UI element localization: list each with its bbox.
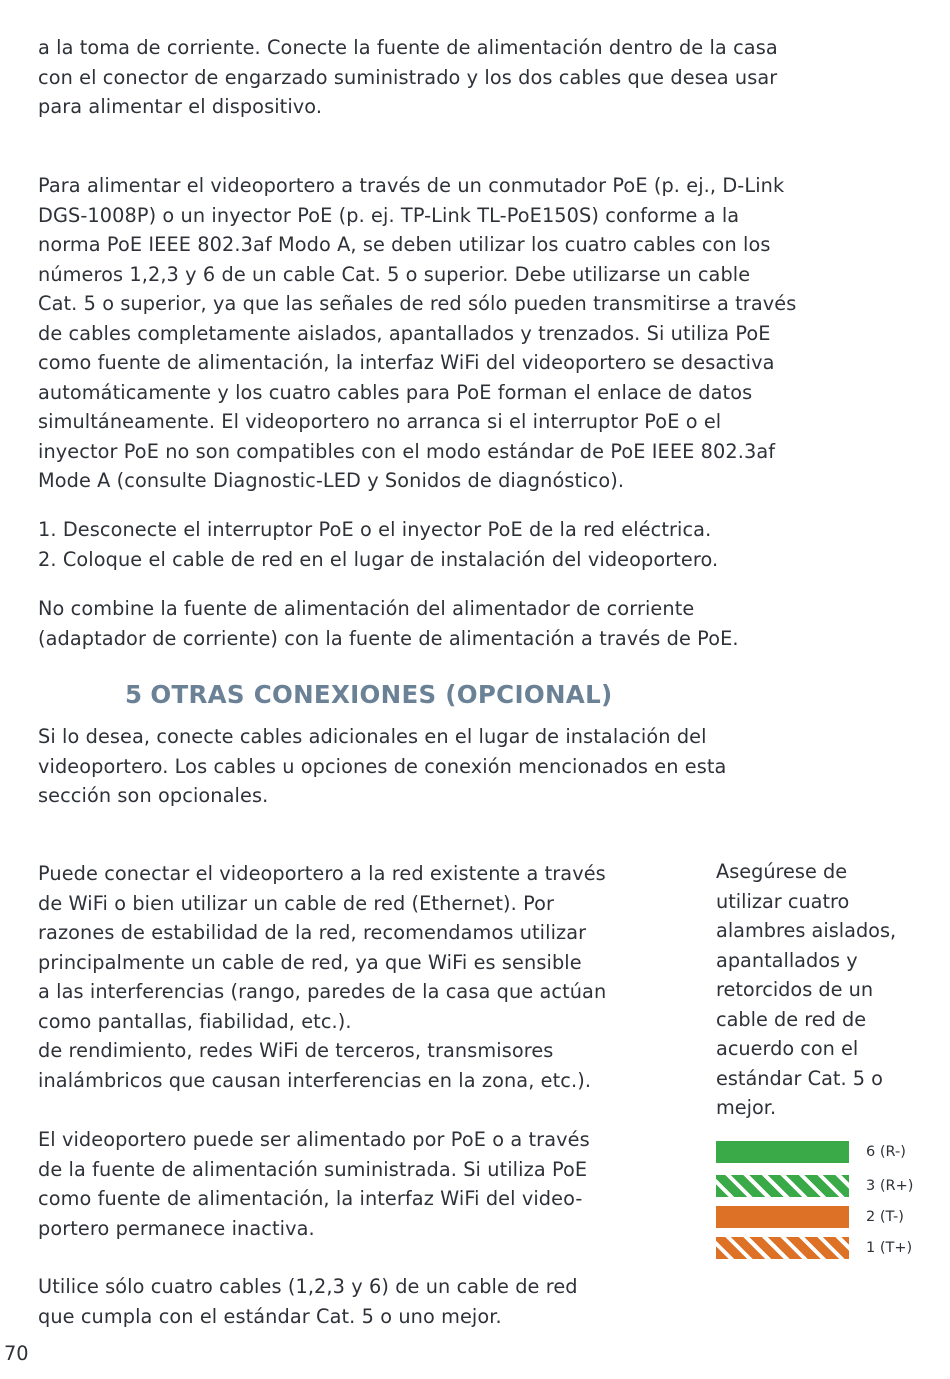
wire-2 xyxy=(716,1206,926,1228)
paragraph-power-supply-intro: a la toma de corriente. Conecte la fuente de alimentación dentro de la casa con el conector de engarzado suministrado y los dos cables que desea usar para alimentar el dispositivo. xyxy=(38,36,778,118)
section-title: OTRAS CONEXIONES (OPCIONAL) xyxy=(150,680,613,709)
wire-label: 3 (R+) xyxy=(866,1178,914,1194)
paragraph-installation-steps: 1. Desconecte el interruptor PoE o el inyector PoE de la red eléctrica. 2. Coloque el cable de red en el lugar de instalación del videoportero. xyxy=(38,518,719,571)
paragraph-power-warning: No combine la fuente de alimentación del alimentador de corriente (adaptador de corriente) con la fuente de alimentación a través de PoE. xyxy=(38,597,739,650)
paragraph-cable-requirement: Utilice sólo cuatro cables (1,2,3 y 6) de un cable de red que cumpla con el estándar Cat. 5 o uno mejor. xyxy=(38,1275,578,1328)
paragraph-optional-connections: Si lo desea, conecte cables adicionales en el lugar de instalación del videoportero. Los cables u opciones de conexión mencionados en esta sección son opcionales. xyxy=(38,725,727,807)
wire-swatch xyxy=(716,1141,849,1163)
wire-label: 6 (R-) xyxy=(866,1144,906,1160)
wire-label: 1 (T+) xyxy=(866,1240,913,1256)
section-number: 5 xyxy=(125,680,143,709)
section-heading xyxy=(125,678,612,712)
wire-6 xyxy=(716,1141,926,1163)
page-number: 70 xyxy=(4,1342,29,1365)
wire-1 xyxy=(716,1237,926,1259)
paragraph-network-options: Puede conectar el videoportero a la red existente a través de WiFi o bien utilizar un cable de red (Ethernet). Por razones de estabilidad de la red, recomendamos utilizar principalmente un cable de red, ya que WiFi es sensible a las interferencias (rango, paredes de la casa que actúan como pantallas, fiabilidad, etc.). de rendimiento, redes WiFi de terceros, transmisores inalámbricos que causan interferencias en la zona, etc.). xyxy=(38,862,607,1092)
sidenote-cable-tip: Asegúrese de utilizar cuatro alambres aislados, apantallados y retorcidos de un cable de red de acuerdo con el estándar Cat. 5 o mejor. xyxy=(716,860,897,1119)
wire-swatch xyxy=(716,1206,849,1228)
wire-3 xyxy=(716,1175,926,1197)
wire-label: 2 (T-) xyxy=(866,1209,904,1225)
wire-swatch xyxy=(716,1237,849,1259)
paragraph-power-options: El videoportero puede ser alimentado por PoE o a través de la fuente de alimentación suministrada. Si utiliza PoE como fuente de alimentación, la interfaz WiFi del video- portero permanece inactiva. xyxy=(38,1128,590,1240)
wire-swatch xyxy=(716,1175,849,1197)
paragraph-poe-power: Para alimentar el videoportero a través de un conmutador PoE (p. ej., D-Link DGS-1008P) o un inyector PoE (p. ej. TP-Link TL-PoE150S) conforme a la norma PoE IEEE 802.3af Modo A, se deben utilizar los cuatro cables con los números 1,2,3 y 6 de un cable Cat. 5 o superior. Debe utilizarse un cable Cat. 5 o superior, ya que las señales de red sólo pueden transmitirse a través de cables completamente aislados, apantallados y trenzados. Si utiliza PoE como fuente de alimentación, la interfaz WiFi del videoportero se desactiva automáticamente y los cuatro cables para PoE forman el enlace de datos simultáneamente. El videoportero no arranca si el interruptor PoE o el inyector PoE no son compatibles con el modo estándar de PoE IEEE 802.3af Mode A (consulte Diagnostic-LED y Sonidos de diagnóstico). xyxy=(38,174,797,492)
